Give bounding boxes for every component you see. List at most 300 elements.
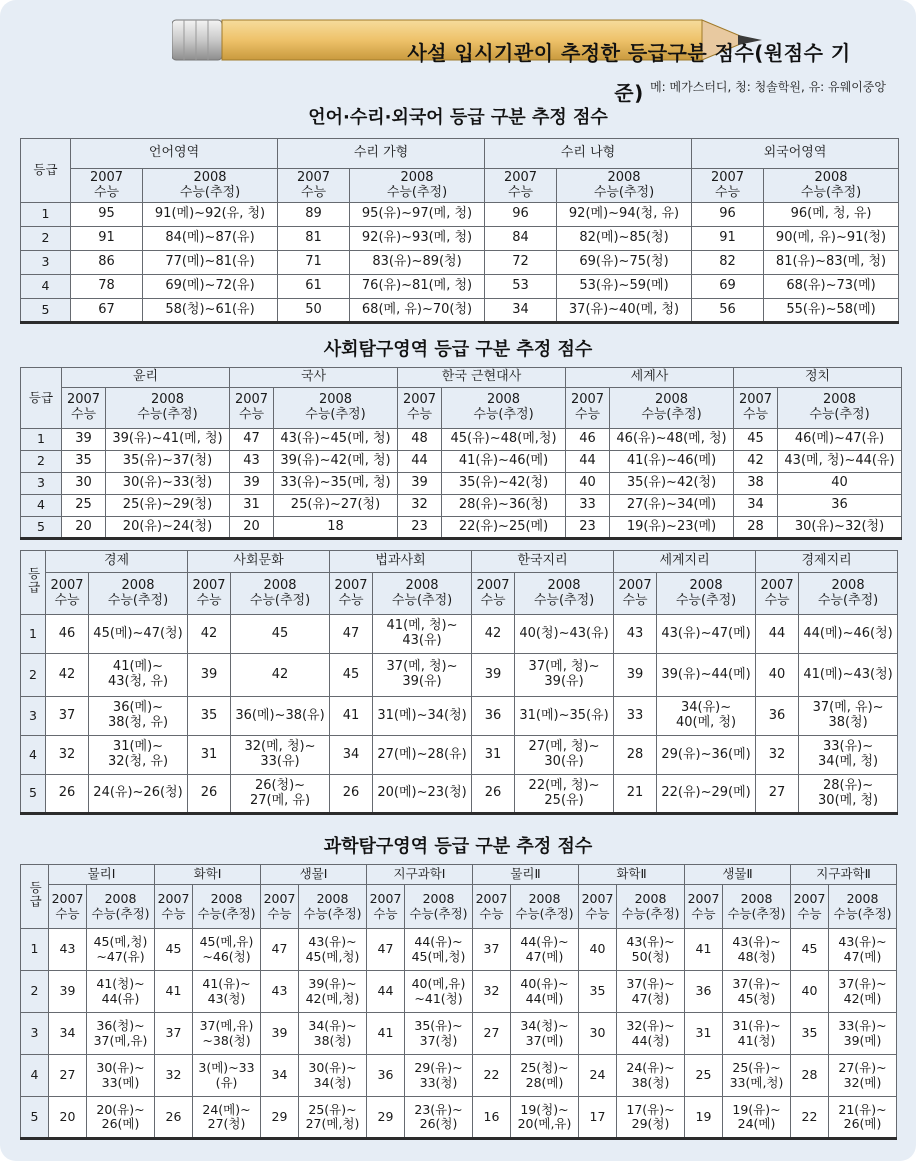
score-2008-cell: 37(메, 청)~ 39(유) bbox=[515, 654, 614, 697]
score-2007-cell: 47 bbox=[367, 929, 405, 971]
table-lang-math-eng bbox=[20, 138, 899, 324]
subject-header: 경제 bbox=[46, 551, 188, 573]
score-2008-cell: 55(유)~58(메) bbox=[764, 299, 899, 323]
score-2007-cell: 39 bbox=[614, 654, 657, 697]
score-2008-cell: 37(유)~ 45(청) bbox=[723, 971, 791, 1013]
year-2007-header: 2007 수능 bbox=[734, 388, 778, 429]
year-2008-header: 2008 수능(추정) bbox=[829, 885, 897, 929]
year-2008-header: 2008 수능(추정) bbox=[143, 169, 278, 203]
score-2008-cell: 39(유)~41(메, 청) bbox=[106, 429, 230, 451]
subject-header: 물리Ⅰ bbox=[49, 865, 155, 885]
score-2007-cell: 21 bbox=[614, 775, 657, 814]
score-2007-cell: 30 bbox=[62, 473, 106, 495]
grade-row bbox=[21, 929, 897, 971]
score-2007-cell: 37 bbox=[46, 697, 89, 736]
section-title-lang-math-eng: 언어·수리·외국어 등급 구분 추정 점수 bbox=[308, 107, 608, 128]
grade-label: 등급 bbox=[27, 881, 43, 909]
score-2007-cell: 44 bbox=[398, 451, 442, 473]
score-2007-cell: 78 bbox=[71, 275, 143, 299]
score-2008-cell: 45(메,청) ~47(유) bbox=[87, 929, 155, 971]
subject-header: 생물Ⅱ bbox=[685, 865, 791, 885]
score-2007-cell: 39 bbox=[188, 654, 231, 697]
grade-cell: 1 bbox=[21, 429, 62, 451]
grade-row bbox=[21, 1055, 897, 1097]
subject-header: 경제지리 bbox=[756, 551, 898, 573]
year-2008-header: 2008 수능(추정) bbox=[274, 388, 398, 429]
year-2008-header: 2008 수능(추정) bbox=[106, 388, 230, 429]
score-2007-cell: 25 bbox=[62, 495, 106, 517]
score-2007-cell: 56 bbox=[692, 299, 764, 323]
score-2008-cell: 27(메)~28(유) bbox=[373, 736, 472, 775]
grade-cell: 2 bbox=[21, 227, 71, 251]
score-2008-cell: 39(유)~ 42(메,청) bbox=[299, 971, 367, 1013]
grade-cell: 5 bbox=[21, 1097, 49, 1139]
subject-header-row bbox=[21, 551, 898, 573]
year-2007-header: 2007 수능 bbox=[230, 388, 274, 429]
score-2008-cell: 27(메, 청)~ 30(유) bbox=[515, 736, 614, 775]
grade-row bbox=[21, 697, 898, 736]
score-2008-cell: 40(유)~ 44(메) bbox=[511, 971, 579, 1013]
score-2008-cell: 96(메, 청, 유) bbox=[764, 203, 899, 227]
score-2008-cell: 25(유)~ 33(메,청) bbox=[723, 1055, 791, 1097]
grade-label: 등급 bbox=[26, 567, 42, 595]
year-2007-header: 2007 수능 bbox=[566, 388, 610, 429]
year-2008-header: 2008 수능(추정) bbox=[515, 573, 614, 615]
score-2008-cell: 26(청)~ 27(메, 유) bbox=[231, 775, 330, 814]
year-2007-header: 2007 수능 bbox=[579, 885, 617, 929]
score-2007-cell: 32 bbox=[473, 971, 511, 1013]
score-2008-cell: 19(청)~ 20(메,유) bbox=[511, 1097, 579, 1139]
score-2007-cell: 39 bbox=[230, 473, 274, 495]
grade-row bbox=[21, 227, 899, 251]
score-2007-cell: 32 bbox=[756, 736, 799, 775]
score-2008-cell: 92(메)~94(청, 유) bbox=[557, 203, 692, 227]
grade-row bbox=[21, 451, 902, 473]
grade-cell: 1 bbox=[21, 203, 71, 227]
score-2007-cell: 43 bbox=[230, 451, 274, 473]
score-2007-cell: 45 bbox=[791, 929, 829, 971]
grade-column-header: 등급 bbox=[21, 139, 71, 203]
score-2007-cell: 22 bbox=[473, 1055, 511, 1097]
subject-header: 수리 가형 bbox=[278, 139, 485, 169]
score-2008-cell: 36 bbox=[778, 495, 902, 517]
score-2007-cell: 31 bbox=[188, 736, 231, 775]
score-2008-cell: 17(유)~ 29(청) bbox=[617, 1097, 685, 1139]
grade-row bbox=[21, 275, 899, 299]
score-2007-cell: 42 bbox=[46, 654, 89, 697]
score-2007-cell: 67 bbox=[71, 299, 143, 323]
year-2008-header: 2008 수능(추정) bbox=[373, 573, 472, 615]
score-2008-cell: 43(유)~ 48(청) bbox=[723, 929, 791, 971]
score-2008-cell: 20(유)~ 26(메) bbox=[87, 1097, 155, 1139]
subject-header: 생물Ⅰ bbox=[261, 865, 367, 885]
score-2008-cell: 44(메)~46(청) bbox=[799, 615, 898, 654]
score-2007-cell: 42 bbox=[734, 451, 778, 473]
grade-row bbox=[21, 251, 899, 275]
grade-row bbox=[21, 654, 898, 697]
score-2007-cell: 26 bbox=[46, 775, 89, 814]
score-2008-cell: 22(유)~29(메) bbox=[657, 775, 756, 814]
score-2007-cell: 40 bbox=[756, 654, 799, 697]
year-2008-header: 2008 수능(추정) bbox=[617, 885, 685, 929]
score-2007-cell: 41 bbox=[330, 697, 373, 736]
score-2008-cell: 24(메)~ 27(청) bbox=[193, 1097, 261, 1139]
subject-header: 지구과학Ⅰ bbox=[367, 865, 473, 885]
score-2007-cell: 46 bbox=[566, 429, 610, 451]
score-2008-cell: 35(유)~37(청) bbox=[106, 451, 230, 473]
score-2008-cell: 69(메)~72(유) bbox=[143, 275, 278, 299]
score-2007-cell: 17 bbox=[579, 1097, 617, 1139]
score-2007-cell: 25 bbox=[685, 1055, 723, 1097]
score-2007-cell: 33 bbox=[614, 697, 657, 736]
year-2008-header: 2008 수능(추정) bbox=[778, 388, 902, 429]
year-2007-header: 2007 수능 bbox=[49, 885, 87, 929]
subject-header: 세계지리 bbox=[614, 551, 756, 573]
year-2008-header: 2008 수능(추정) bbox=[442, 388, 566, 429]
score-2007-cell: 26 bbox=[472, 775, 515, 814]
year-2008-header: 2008 수능(추정) bbox=[799, 573, 898, 615]
score-2007-cell: 44 bbox=[566, 451, 610, 473]
score-2007-cell: 71 bbox=[278, 251, 350, 275]
score-2007-cell: 39 bbox=[62, 429, 106, 451]
score-2007-cell: 91 bbox=[71, 227, 143, 251]
year-2008-header: 2008 수능(추정) bbox=[511, 885, 579, 929]
grade-row bbox=[21, 299, 899, 323]
score-2008-cell: 30(유)~ 33(메) bbox=[87, 1055, 155, 1097]
score-2007-cell: 91 bbox=[692, 227, 764, 251]
score-2007-cell: 31 bbox=[230, 495, 274, 517]
year-2008-header: 2008 수능(추정) bbox=[231, 573, 330, 615]
score-2008-cell: 41(청)~ 44(유) bbox=[87, 971, 155, 1013]
year-header-row bbox=[21, 169, 899, 203]
subject-header: 정치 bbox=[734, 368, 902, 388]
score-2007-cell: 42 bbox=[188, 615, 231, 654]
score-2007-cell: 28 bbox=[791, 1055, 829, 1097]
score-2008-cell: 33(유)~35(메, 청) bbox=[274, 473, 398, 495]
score-2008-cell: 41(메)~43(청) bbox=[799, 654, 898, 697]
score-2008-cell: 31(유)~ 41(청) bbox=[723, 1013, 791, 1055]
grade-row bbox=[21, 429, 902, 451]
grade-cell: 2 bbox=[21, 971, 49, 1013]
score-2008-cell: 40(청)~43(유) bbox=[515, 615, 614, 654]
score-2008-cell: 43(유)~47(메) bbox=[657, 615, 756, 654]
year-2008-header: 2008 수능(추정) bbox=[350, 169, 485, 203]
year-2007-header: 2007 수능 bbox=[155, 885, 193, 929]
score-2007-cell: 35 bbox=[579, 971, 617, 1013]
score-2007-cell: 31 bbox=[685, 1013, 723, 1055]
score-2008-cell: 34(유)~ 38(청) bbox=[299, 1013, 367, 1055]
year-2008-header: 2008 수능(추정) bbox=[723, 885, 791, 929]
subject-header: 화학Ⅰ bbox=[155, 865, 261, 885]
score-2008-cell: 42 bbox=[231, 654, 330, 697]
year-2007-header: 2007 수능 bbox=[278, 169, 350, 203]
score-2008-cell: 40 bbox=[778, 473, 902, 495]
score-2008-cell: 25(유)~27(청) bbox=[274, 495, 398, 517]
score-2008-cell: 43(유)~ 50(청) bbox=[617, 929, 685, 971]
score-2008-cell: 46(메)~47(유) bbox=[778, 429, 902, 451]
score-2007-cell: 96 bbox=[485, 203, 557, 227]
score-2008-cell: 31(메)~ 32(청, 유) bbox=[89, 736, 188, 775]
score-2007-cell: 35 bbox=[188, 697, 231, 736]
year-2007-header: 2007 수능 bbox=[46, 573, 89, 615]
score-2008-cell: 68(메, 유)~70(청) bbox=[350, 299, 485, 323]
grade-row bbox=[21, 517, 902, 539]
grade-cell: 1 bbox=[21, 929, 49, 971]
score-2007-cell: 38 bbox=[734, 473, 778, 495]
score-2008-cell: 41(메, 청)~ 43(유) bbox=[373, 615, 472, 654]
score-2008-cell: 30(유)~32(청) bbox=[778, 517, 902, 539]
score-2008-cell: 40(메,유) ~41(청) bbox=[405, 971, 473, 1013]
score-2007-cell: 27 bbox=[49, 1055, 87, 1097]
score-2008-cell: 22(유)~25(메) bbox=[442, 517, 566, 539]
score-2008-cell: 34(유)~ 40(메, 청) bbox=[657, 697, 756, 736]
year-2008-header: 2008 수능(추정) bbox=[193, 885, 261, 929]
grade-cell: 3 bbox=[21, 1013, 49, 1055]
score-2007-cell: 41 bbox=[367, 1013, 405, 1055]
score-2008-cell: 81(유)~83(메, 청) bbox=[764, 251, 899, 275]
grade-cell: 5 bbox=[21, 517, 62, 539]
score-2008-cell: 37(유)~ 42(메) bbox=[829, 971, 897, 1013]
source-legend-note: 메: 메가스터디, 청: 청솔학원, 유: 유웨이중앙 bbox=[650, 80, 886, 94]
grade-row bbox=[21, 736, 898, 775]
year-2008-header: 2008 수능(추정) bbox=[557, 169, 692, 203]
subject-header-row bbox=[21, 368, 902, 388]
score-2008-cell: 92(유)~93(메, 청) bbox=[350, 227, 485, 251]
score-2007-cell: 36 bbox=[472, 697, 515, 736]
score-2007-cell: 47 bbox=[330, 615, 373, 654]
score-2008-cell: 24(유)~26(청) bbox=[89, 775, 188, 814]
grade-cell: 4 bbox=[21, 275, 71, 299]
score-2007-cell: 40 bbox=[566, 473, 610, 495]
score-2007-cell: 34 bbox=[261, 1055, 299, 1097]
section-title-social: 사회탐구영역 등급 구분 추정 점수 bbox=[323, 339, 593, 360]
subject-header: 세계사 bbox=[566, 368, 734, 388]
score-2007-cell: 31 bbox=[472, 736, 515, 775]
score-2008-cell: 41(메)~ 43(청, 유) bbox=[89, 654, 188, 697]
score-2007-cell: 43 bbox=[614, 615, 657, 654]
subject-header: 물리Ⅱ bbox=[473, 865, 579, 885]
score-2007-cell: 95 bbox=[71, 203, 143, 227]
grade-cell: 3 bbox=[21, 251, 71, 275]
year-header-row bbox=[21, 885, 897, 929]
score-2007-cell: 39 bbox=[49, 971, 87, 1013]
score-2008-cell: 35(유)~42(청) bbox=[610, 473, 734, 495]
score-2008-cell: 45(유)~48(메,청) bbox=[442, 429, 566, 451]
year-2007-header: 2007 수능 bbox=[472, 573, 515, 615]
table-social-b bbox=[20, 550, 898, 815]
year-2007-header: 2007 수능 bbox=[791, 885, 829, 929]
score-2008-cell: 77(메)~81(유) bbox=[143, 251, 278, 275]
year-2008-header: 2008 수능(추정) bbox=[89, 573, 188, 615]
score-2008-cell: 45(메)~47(청) bbox=[89, 615, 188, 654]
score-2007-cell: 29 bbox=[261, 1097, 299, 1139]
score-2007-cell: 45 bbox=[330, 654, 373, 697]
score-2008-cell: 20(메)~23(청) bbox=[373, 775, 472, 814]
score-2007-cell: 81 bbox=[278, 227, 350, 251]
score-2008-cell: 28(유)~36(청) bbox=[442, 495, 566, 517]
score-2008-cell: 91(메)~92(유, 청) bbox=[143, 203, 278, 227]
grade-row bbox=[21, 615, 898, 654]
grade-cell: 5 bbox=[21, 775, 46, 814]
score-2007-cell: 37 bbox=[473, 929, 511, 971]
score-2008-cell: 37(메, 유)~ 38(청) bbox=[799, 697, 898, 736]
subject-header: 수리 나형 bbox=[485, 139, 692, 169]
main-title: 사설 입시기관이 추정한 등급구분 점수(원점수 기준) bbox=[407, 41, 851, 105]
score-2007-cell: 46 bbox=[46, 615, 89, 654]
score-2008-cell: 28(유)~ 30(메, 청) bbox=[799, 775, 898, 814]
score-2007-cell: 28 bbox=[614, 736, 657, 775]
score-2007-cell: 39 bbox=[261, 1013, 299, 1055]
score-2007-cell: 20 bbox=[62, 517, 106, 539]
score-2007-cell: 20 bbox=[49, 1097, 87, 1139]
score-2008-cell: 35(유)~42(청) bbox=[442, 473, 566, 495]
score-2007-cell: 16 bbox=[473, 1097, 511, 1139]
score-2008-cell: 37(유)~ 47(청) bbox=[617, 971, 685, 1013]
score-2008-cell: 90(메, 유)~91(청) bbox=[764, 227, 899, 251]
score-2007-cell: 69 bbox=[692, 275, 764, 299]
year-2008-header: 2008 수능(추정) bbox=[610, 388, 734, 429]
score-2008-cell: 33(유)~ 39(메) bbox=[829, 1013, 897, 1055]
subject-header: 언어영역 bbox=[71, 139, 278, 169]
score-2007-cell: 39 bbox=[472, 654, 515, 697]
score-2007-cell: 23 bbox=[398, 517, 442, 539]
score-2007-cell: 61 bbox=[278, 275, 350, 299]
grade-cell: 4 bbox=[21, 736, 46, 775]
grade-cell: 4 bbox=[21, 495, 62, 517]
grade-cell: 1 bbox=[21, 615, 46, 654]
score-2008-cell: 19(유)~ 24(메) bbox=[723, 1097, 791, 1139]
score-2007-cell: 42 bbox=[472, 615, 515, 654]
score-2008-cell: 25(유)~ 27(메,청) bbox=[299, 1097, 367, 1139]
score-2008-cell: 84(메)~87(유) bbox=[143, 227, 278, 251]
score-2007-cell: 34 bbox=[734, 495, 778, 517]
year-2007-header: 2007 수능 bbox=[614, 573, 657, 615]
score-2007-cell: 53 bbox=[485, 275, 557, 299]
grade-cell: 4 bbox=[21, 1055, 49, 1097]
subject-header: 지구과학Ⅱ bbox=[791, 865, 897, 885]
year-2007-header: 2007 수능 bbox=[485, 169, 557, 203]
score-2007-cell: 47 bbox=[261, 929, 299, 971]
grade-cell: 2 bbox=[21, 451, 62, 473]
grade-cell: 3 bbox=[21, 697, 46, 736]
score-2007-cell: 86 bbox=[71, 251, 143, 275]
score-2007-cell: 47 bbox=[230, 429, 274, 451]
year-2007-header: 2007 수능 bbox=[473, 885, 511, 929]
score-2007-cell: 36 bbox=[685, 971, 723, 1013]
subject-header: 한국지리 bbox=[472, 551, 614, 573]
score-2007-cell: 41 bbox=[155, 971, 193, 1013]
subject-header: 외국어영역 bbox=[692, 139, 899, 169]
year-2007-header: 2007 수능 bbox=[685, 885, 723, 929]
score-2007-cell: 82 bbox=[692, 251, 764, 275]
year-2007-header: 2007 수능 bbox=[756, 573, 799, 615]
grade-row bbox=[21, 495, 902, 517]
score-2008-cell: 19(유)~23(메) bbox=[610, 517, 734, 539]
year-2007-header: 2007 수능 bbox=[398, 388, 442, 429]
grade-cell: 5 bbox=[21, 299, 71, 323]
score-2007-cell: 50 bbox=[278, 299, 350, 323]
score-2007-cell: 27 bbox=[756, 775, 799, 814]
score-2008-cell: 36(메)~ 38(청, 유) bbox=[89, 697, 188, 736]
score-2008-cell: 36(메)~38(유) bbox=[231, 697, 330, 736]
score-2007-cell: 26 bbox=[330, 775, 373, 814]
year-2008-header: 2008 수능(추정) bbox=[87, 885, 155, 929]
score-2008-cell: 30(유)~ 34(청) bbox=[299, 1055, 367, 1097]
score-2008-cell: 36(청)~ 37(메,유) bbox=[87, 1013, 155, 1055]
subject-header: 한국 근현대사 bbox=[398, 368, 566, 388]
score-2008-cell: 25(유)~29(청) bbox=[106, 495, 230, 517]
score-2008-cell: 44(유)~ 47(메) bbox=[511, 929, 579, 971]
year-2007-header: 2007 수능 bbox=[71, 169, 143, 203]
score-2008-cell: 35(유)~ 37(청) bbox=[405, 1013, 473, 1055]
score-2008-cell: 41(유)~ 43(청) bbox=[193, 971, 261, 1013]
grade-row bbox=[21, 1097, 897, 1139]
score-2008-cell: 3(메)~33 (유) bbox=[193, 1055, 261, 1097]
score-2007-cell: 33 bbox=[566, 495, 610, 517]
year-2007-header: 2007 수능 bbox=[188, 573, 231, 615]
score-2008-cell: 41(유)~46(메) bbox=[442, 451, 566, 473]
score-2008-cell: 44(유)~ 45(메,청) bbox=[405, 929, 473, 971]
score-2007-cell: 24 bbox=[579, 1055, 617, 1097]
score-2007-cell: 84 bbox=[485, 227, 557, 251]
score-2007-cell: 96 bbox=[692, 203, 764, 227]
score-2008-cell: 43(메, 청)~44(유) bbox=[778, 451, 902, 473]
score-2008-cell: 37(메, 청)~ 39(유) bbox=[373, 654, 472, 697]
score-2008-cell: 27(유)~34(메) bbox=[610, 495, 734, 517]
score-2008-cell: 43(유)~ 45(메,청) bbox=[299, 929, 367, 971]
year-header-row bbox=[21, 573, 898, 615]
score-2007-cell: 39 bbox=[398, 473, 442, 495]
score-2008-cell: 32(메, 청)~ 33(유) bbox=[231, 736, 330, 775]
score-2008-cell: 27(유)~ 32(메) bbox=[829, 1055, 897, 1097]
score-2007-cell: 19 bbox=[685, 1097, 723, 1139]
score-2007-cell: 48 bbox=[398, 429, 442, 451]
score-2007-cell: 72 bbox=[485, 251, 557, 275]
score-2008-cell: 33(유)~ 34(메, 청) bbox=[799, 736, 898, 775]
score-2007-cell: 34 bbox=[49, 1013, 87, 1055]
score-2008-cell: 41(유)~46(메) bbox=[610, 451, 734, 473]
score-2008-cell: 82(메)~85(청) bbox=[557, 227, 692, 251]
score-2007-cell: 89 bbox=[278, 203, 350, 227]
subject-header: 법과사회 bbox=[330, 551, 472, 573]
grade-row bbox=[21, 1013, 897, 1055]
score-2007-cell: 32 bbox=[155, 1055, 193, 1097]
score-2007-cell: 43 bbox=[49, 929, 87, 971]
year-2008-header: 2008 수능(추정) bbox=[764, 169, 899, 203]
score-2008-cell: 31(메)~35(유) bbox=[515, 697, 614, 736]
score-2008-cell: 23(유)~ 26(청) bbox=[405, 1097, 473, 1139]
year-2007-header: 2007 수능 bbox=[367, 885, 405, 929]
score-2007-cell: 35 bbox=[62, 451, 106, 473]
grade-column-header: 등급 bbox=[21, 368, 62, 429]
subject-header: 화학Ⅱ bbox=[579, 865, 685, 885]
year-2007-header: 2007 수능 bbox=[261, 885, 299, 929]
score-2008-cell: 37(메,유) ~38(청) bbox=[193, 1013, 261, 1055]
score-2007-cell: 34 bbox=[485, 299, 557, 323]
subject-header-row bbox=[21, 865, 897, 885]
score-2007-cell: 23 bbox=[566, 517, 610, 539]
score-2007-cell: 22 bbox=[791, 1097, 829, 1139]
score-2008-cell: 46(유)~48(메, 청) bbox=[610, 429, 734, 451]
grade-column-header bbox=[21, 551, 46, 615]
year-2008-header: 2008 수능(추정) bbox=[657, 573, 756, 615]
score-2008-cell: 29(유)~36(메) bbox=[657, 736, 756, 775]
score-2008-cell: 69(유)~75(청) bbox=[557, 251, 692, 275]
year-2007-header: 2007 수능 bbox=[692, 169, 764, 203]
score-2008-cell: 18 bbox=[274, 517, 398, 539]
score-2007-cell: 41 bbox=[685, 929, 723, 971]
score-2008-cell: 34(청)~ 37(메) bbox=[511, 1013, 579, 1055]
